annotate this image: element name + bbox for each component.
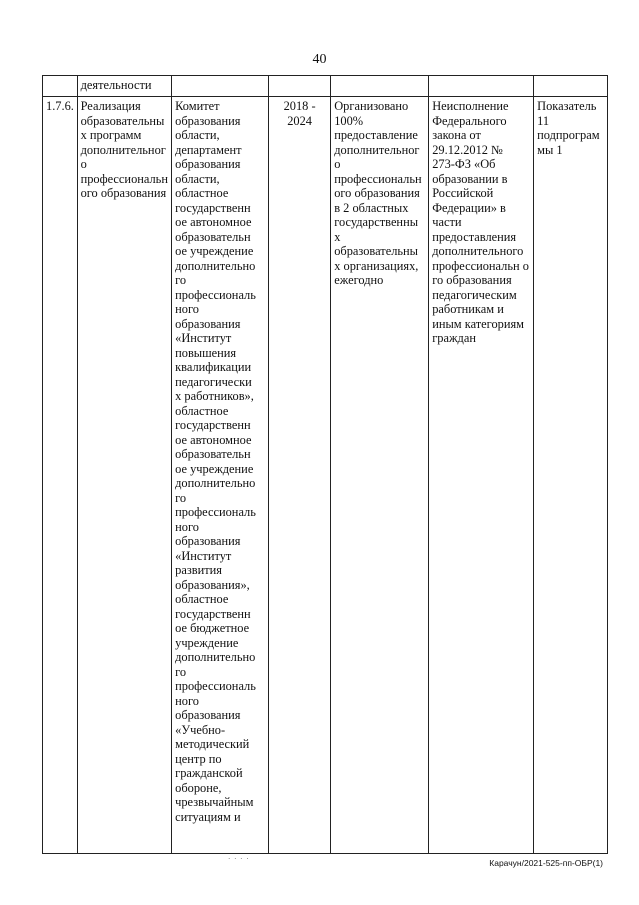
row-executor: Комитет образования области, департамент образования области, областное государственн ое автономное образовательн ое учреждение дополнительно го профессиональ ного образования «Институт повышения квалификации педагогически х работников», областное государственн ое автономное образовательн ое учреждение дополнительно го профессиональ ного образования «Институт развития образования», областное государственн ое бюджетное учреждение дополнительно го профессиональ ного образования «Учебно- методический центр по гражданской обороне, чрезвычайным ситуациям и: [175, 99, 256, 824]
cell-risk: [429, 97, 534, 854]
row-link: Показатель 11 подпрограм мы 1: [537, 99, 600, 157]
cont-cell-name: [77, 76, 172, 97]
cont-cell-risk: [429, 76, 534, 97]
row-result: Организовано 100% предоставление дополнительног о профессиональн ого образования в 2 областных государственны х образовательны х организациях, ежегодно: [334, 99, 422, 287]
cont-cell-period: [268, 76, 330, 97]
cell-period: [268, 97, 330, 854]
cont-cell-executor: [172, 76, 269, 97]
page-number: 40: [312, 52, 327, 67]
continuation-row: [43, 76, 608, 97]
program-table: [42, 75, 608, 854]
footer-mark: · · · ·: [228, 855, 250, 863]
row-risk: Неисполнение Федерального закона от 29.12.2012 № 273-ФЗ «Об образовании в Российской Федерации» в части предоставления дополнительного профессиональн о го образования педагогическим работникам и иным категориям граждан: [432, 99, 529, 345]
cont-cell-link: [534, 76, 608, 97]
cell-name: [77, 97, 172, 854]
cont-cell-result: [331, 76, 429, 97]
table-row: [43, 97, 608, 854]
cont-cell-number: [43, 76, 78, 97]
cell-executor: [172, 97, 269, 854]
document-code: Карачун/2021-525-пп-ОБР(1): [489, 858, 603, 868]
row-name: Реализация образовательны х программ дополнительног о профессиональн ого образования: [80, 99, 168, 200]
row-number: 1.7.6.: [46, 99, 74, 113]
row-period: 2018 - 2024: [283, 99, 316, 128]
cell-link: [534, 97, 608, 854]
cont-name-text: деятельности: [80, 78, 152, 92]
cell-number: [43, 97, 78, 854]
cell-result: [331, 97, 429, 854]
